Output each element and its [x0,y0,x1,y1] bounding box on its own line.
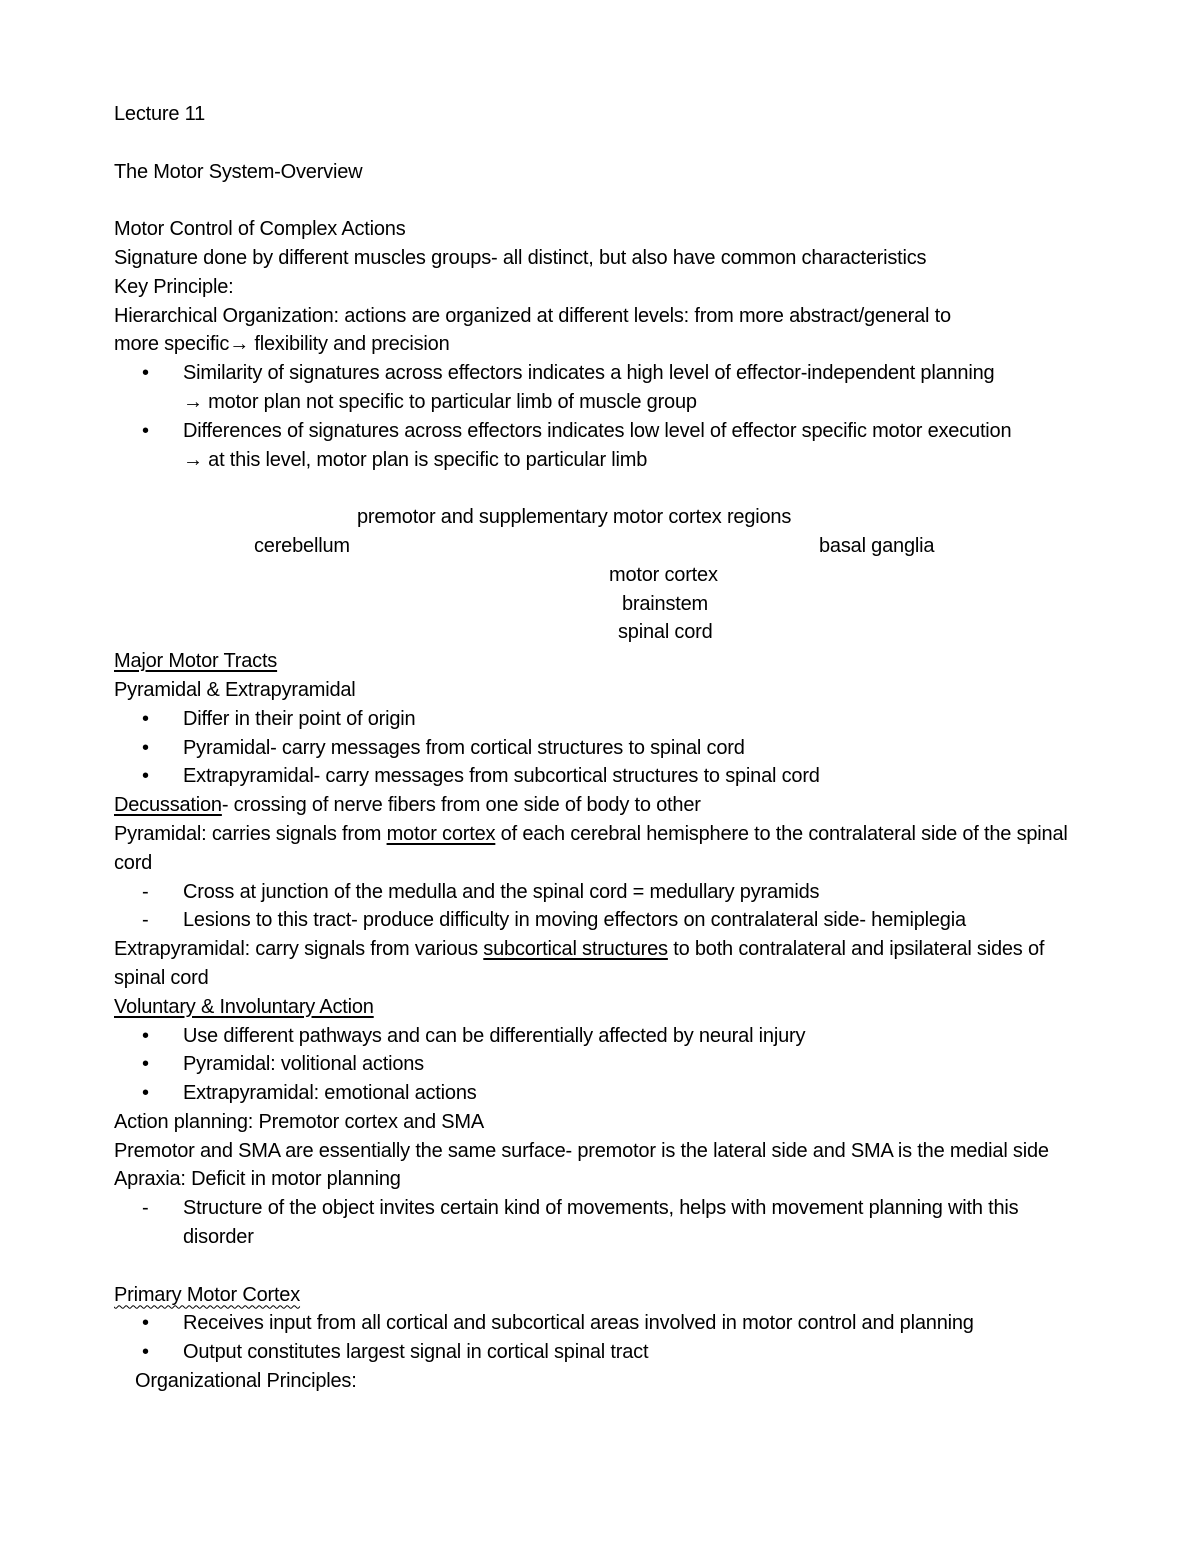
list-item: • Extrapyramidal: emotional actions [114,1079,1094,1108]
paragraph: Premotor and SMA are essentially the same surface- premotor is the lateral side and SMA is the medial side [114,1139,1049,1162]
bullet-marker: • [142,1312,149,1335]
bullet-marker: • [142,1341,149,1364]
lecture-subtitle: The Motor System-Overview [114,160,363,183]
list-item: • Pyramidal- carry messages from cortical structures to spinal cord [114,734,1094,763]
paragraph: Hierarchical Organization: actions are organized at different levels: from more abstract/general to [114,304,951,327]
bullet-marker: • [142,1082,149,1105]
bullet-marker: • [142,1024,149,1047]
paragraph: Extrapyramidal: carry signals from various subcortical structures to both contralateral and ipsilateral sides of spinal cord [114,938,1045,989]
list-item: • Receives input from all cortical and subcortical areas involved in motor control and planning [114,1309,1094,1338]
term-decussation: Decussation [114,794,222,817]
section-heading-major-motor-tracts: Major Motor Tracts [114,650,278,673]
list-item: - Structure of the object invites certain kind of movements, helps with movement planning with this disorder [114,1194,1094,1252]
bullet-marker: • [142,362,149,385]
paragraph: Signature done by different muscles groups- all distinct, but also have common characteristics [114,246,927,269]
paragraph: Decussation- crossing of nerve fibers from one side of body to other [114,794,701,817]
dash-marker: - [142,1197,149,1220]
bullet-marker: • [142,765,149,788]
hierarchy-level: brainstem [622,592,709,615]
bullet-marker: • [142,1053,149,1076]
dash-marker: - [142,880,149,903]
list-item: • Extrapyramidal- carry messages from subcortical structures to spinal cord [114,762,1094,791]
section-heading-voluntary-involuntary: Voluntary & Involuntary Action [114,995,374,1018]
list-item: • Use different pathways and can be differentially affected by neural injury [114,1022,1094,1051]
document-page [114,100,1094,1396]
arrow-icon: → [229,333,250,356]
lecture-title: Lecture 11 [114,103,206,125]
term-motor-cortex: motor cortex [386,822,496,845]
arrow-icon: → [183,448,203,471]
section-heading-primary-motor-cortex: Primary Motor Cortex [114,1283,301,1306]
bullet-marker: • [142,707,149,730]
list-item: • Differences of signatures across effectors indicates low level of effector specific motor execution → at this level, motor plan is specific to particular limb [114,417,1094,475]
list-item: • Similarity of signatures across effectors indicates a high level of effector-independent planning → motor plan not specific to particular limb of muscle group [114,359,1094,417]
list-item: • Differ in their point of origin [114,705,1094,734]
paragraph: Pyramidal & Extrapyramidal [114,678,356,701]
dash-marker: - [142,909,149,932]
list-item: - Cross at junction of the medulla and the spinal cord = medullary pyramids [114,878,1094,907]
paragraph: more specific→ flexibility and precision [114,333,450,356]
bullet-marker: • [142,736,149,759]
list-item: - Lesions to this tract- produce difficulty in moving effectors on contralateral side- hemiplegia [114,906,1094,935]
paragraph: Apraxia: Deficit in motor planning [114,1168,401,1191]
hierarchy-level: motor cortex [609,563,718,586]
hierarchy-top: premotor and supplementary motor cortex regions [357,506,792,529]
list-item: • Pyramidal: volitional actions [114,1050,1094,1079]
paragraph: Action planning: Premotor cortex and SMA [114,1110,484,1133]
term-subcortical-structures: subcortical structures [483,938,668,961]
paragraph: Organizational Principles: [135,1370,357,1393]
hierarchy-side: cerebellum basal ganglia [254,534,935,557]
hierarchy-level: spinal cord [618,621,713,644]
bullet-marker: • [142,419,149,442]
arrow-icon: → [183,390,203,413]
section-heading-motor-control: Motor Control of Complex Actions [114,218,406,241]
list-item: • Output constitutes largest signal in cortical spinal tract [114,1338,1094,1367]
paragraph: Key Principle: [114,275,234,298]
paragraph: Pyramidal: carries signals from motor cortex of each cerebral hemisphere to the contralateral side of the spinal cord [114,822,1068,874]
